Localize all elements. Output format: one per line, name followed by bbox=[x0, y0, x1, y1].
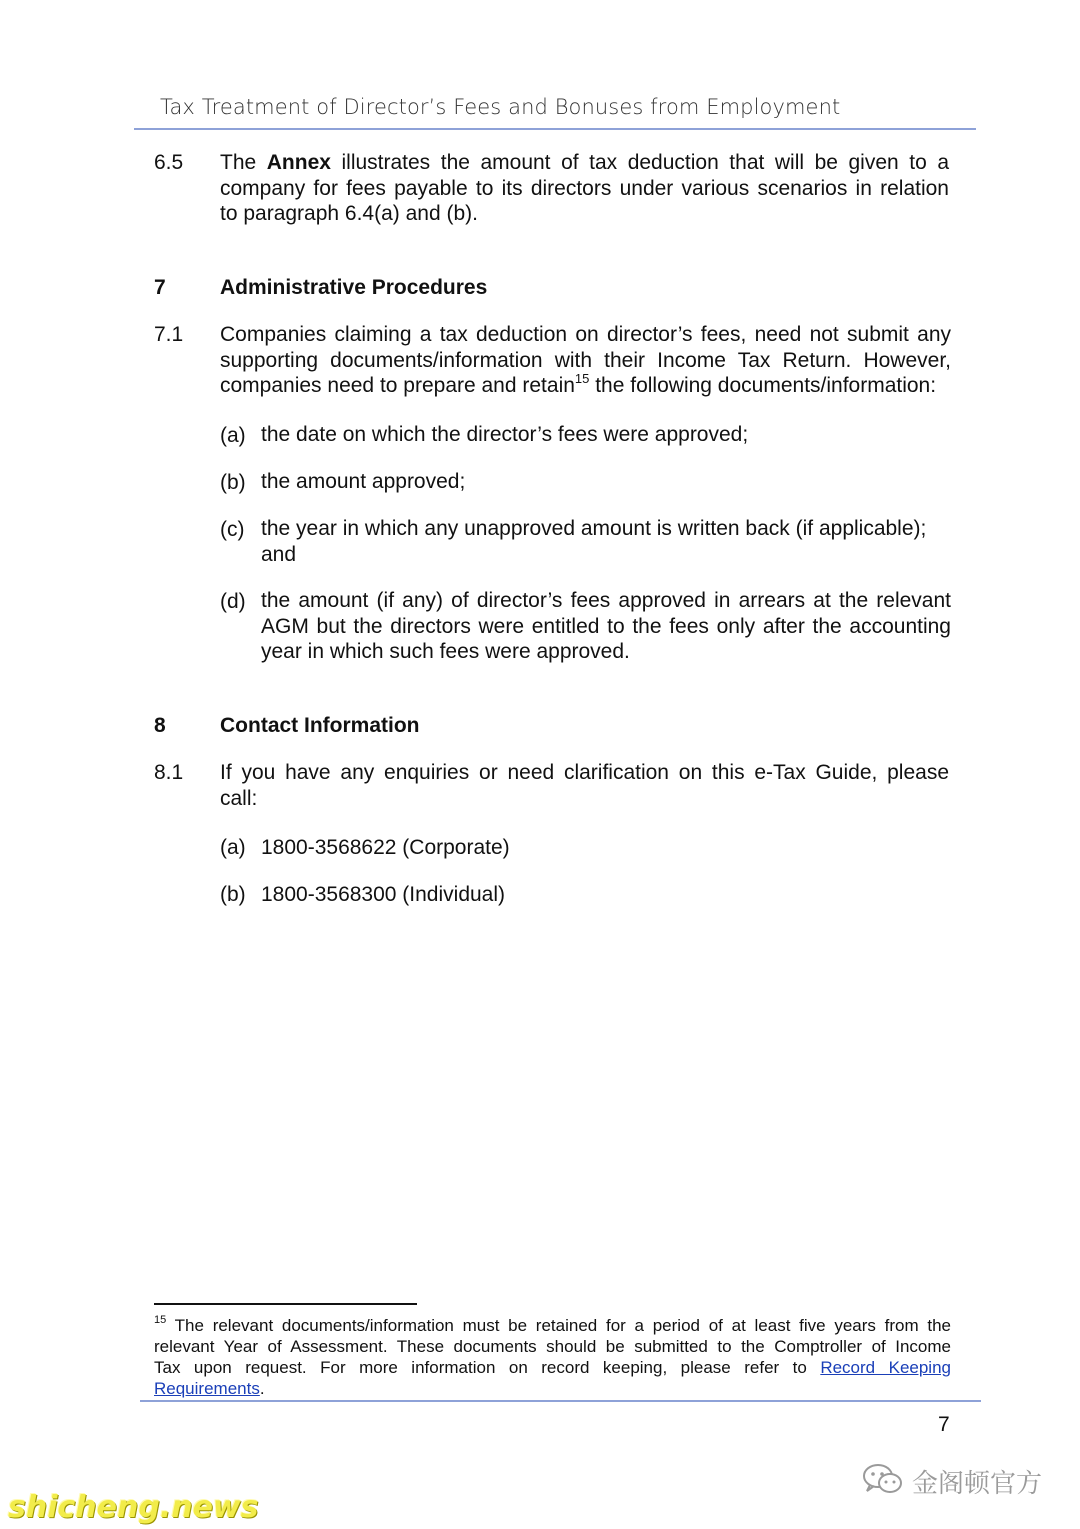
contact-item-label: (b) bbox=[220, 883, 246, 906]
contact-item-label: (a) bbox=[220, 836, 246, 859]
watermark-account-name: 金阁顿官方 bbox=[912, 1469, 1043, 1499]
paragraph-number-8-1: 8.1 bbox=[154, 761, 184, 784]
list-item-label: (c) bbox=[220, 518, 245, 541]
record-keeping-link-continued[interactable]: Requirements bbox=[154, 1379, 260, 1398]
list-item-text: the amount approved; bbox=[261, 470, 466, 493]
section-8-title: Contact Information bbox=[220, 714, 420, 737]
list-item-text: the amount (if any) of director’s fees approved in arrears at the relevant AGM but the directors were entitled to the fees only after the accounting year in which such fees were approved. bbox=[261, 589, 951, 663]
paragraph-7-1-line: companies need to prepare and retain$^{15}$ the following documents/information: bbox=[220, 371, 937, 397]
watermark-shicheng: shicheng.news bbox=[8, 1490, 259, 1525]
header-rule bbox=[134, 128, 976, 130]
footer-rule bbox=[140, 1400, 981, 1402]
paragraph-7-1-line: supporting documents/information with their Income Tax Return. However, bbox=[220, 348, 951, 372]
paragraph-number-7-1: 7.1 bbox=[154, 323, 184, 346]
watermark-wechat-account bbox=[862, 1462, 1042, 1501]
paragraph-7-1 bbox=[220, 322, 951, 399]
section-7-title: Administrative Procedures bbox=[220, 276, 488, 299]
list-item-label: (a) bbox=[220, 424, 246, 447]
document-header-title: Tax Treatment of Director’s Fees and Bonuses from Employment bbox=[160, 95, 841, 119]
record-keeping-link[interactable]: Record Keeping bbox=[820, 1358, 951, 1377]
paragraph-6-5-line: to paragraph 6.4(a) and (b). bbox=[220, 202, 478, 225]
contact-phone-corporate: 1800-3568622 (Corporate) bbox=[261, 836, 510, 859]
annex-term: Annex bbox=[266, 151, 331, 174]
paragraph-8-1-line: If you have any enquiries or need clarification on this e-Tax Guide, please bbox=[220, 761, 949, 784]
paragraph-7-1-line: Companies claiming a tax deduction on director’s fees, need not submit any bbox=[220, 323, 951, 346]
list-item-label: (d) bbox=[220, 590, 246, 613]
list-item-label: (b) bbox=[220, 471, 246, 494]
footnote-separator bbox=[154, 1303, 417, 1305]
footnote-ref-15[interactable]: 15 bbox=[574, 371, 590, 386]
section-8-number: 8 bbox=[154, 714, 166, 737]
paragraph-6-5-line: company for fees payable to its directors under various scenarios in relation bbox=[220, 176, 949, 200]
list-item-text: the year in which any unapproved amount is written back (if applicable); and bbox=[261, 517, 927, 566]
page-number: 7 bbox=[938, 1413, 950, 1436]
paragraph-8-1-line: call: bbox=[220, 786, 258, 810]
paragraph-number-6-5: 6.5 bbox=[154, 151, 184, 174]
paragraph-6-5 bbox=[220, 150, 949, 227]
footnote-15: $^{15}$ The relevant documents/information must be retained for a period of at least five years from the relevant Year of Assessment. These documents should be submitted to the Comptroller of Income Tax upon request. For more information on record keeping, please refer to Record Keeping Requirements. bbox=[154, 1314, 951, 1398]
list-item-text: the date on which the director’s fees were approved; bbox=[261, 423, 749, 446]
paragraph-8-1 bbox=[220, 760, 949, 811]
paragraph-6-5-line: The Annex illustrates the amount of tax deduction that will be given to a bbox=[220, 151, 949, 174]
contact-phone-individual: 1800-3568300 (Individual) bbox=[261, 883, 506, 906]
wechat-icon bbox=[862, 1462, 904, 1501]
section-7-number: 7 bbox=[154, 276, 166, 299]
footnote-number: 15 bbox=[154, 1314, 167, 1327]
